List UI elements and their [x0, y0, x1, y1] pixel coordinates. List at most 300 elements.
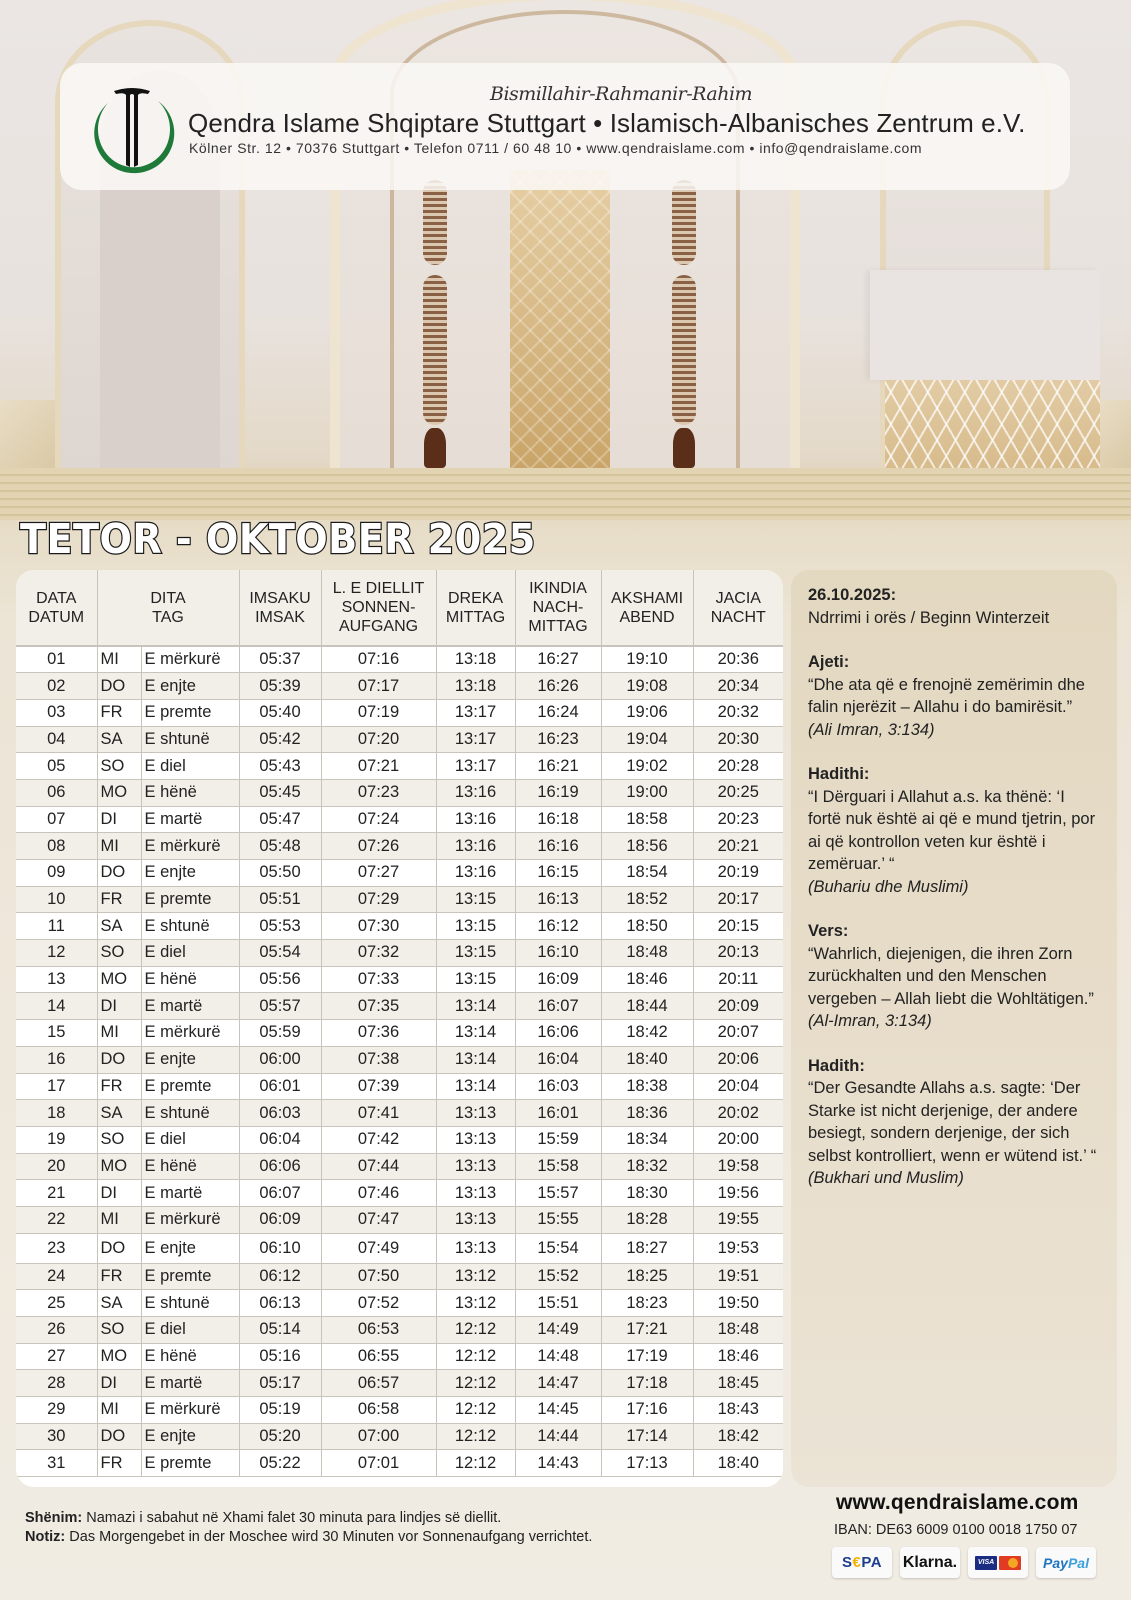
- cell-imsak: 05:22: [239, 1450, 321, 1477]
- cell-dhuhr: 13:12: [436, 1263, 515, 1290]
- cell-day-abbr: DI: [97, 1370, 141, 1397]
- cell-imsak: 05:14: [239, 1317, 321, 1344]
- cell-sunrise: 06:57: [321, 1370, 436, 1397]
- cell-day-name: E mërkurë: [141, 1397, 239, 1424]
- cell-dhuhr: 12:12: [436, 1317, 515, 1344]
- info-block-text: “Dhe ata që e frenojnë zemërimin dhe falin njerëzit – Allahu i do bamirësit.”: [808, 675, 1085, 716]
- cell-asr: 16:04: [515, 1046, 601, 1073]
- cell-sunrise: 07:33: [321, 966, 436, 993]
- cell-day-name: E diel: [141, 1126, 239, 1153]
- cell-day-name: E premte: [141, 1450, 239, 1477]
- cell-day-name: E martë: [141, 806, 239, 833]
- cell-day-name: E shtunë: [141, 1100, 239, 1127]
- payment-methods: [832, 1547, 1096, 1578]
- cell-day-name: E premte: [141, 886, 239, 913]
- cell-sunrise: 07:50: [321, 1263, 436, 1290]
- cell-isha: 20:15: [693, 913, 783, 940]
- cell-asr: 16:24: [515, 699, 601, 726]
- info-block-source: (Al-Imran, 3:134): [808, 1012, 932, 1030]
- table-row: [16, 726, 783, 753]
- cell-imsak: 05:47: [239, 806, 321, 833]
- cell-maghrib: 17:14: [601, 1423, 693, 1450]
- cell-asr: 15:59: [515, 1126, 601, 1153]
- cell-imsak: 05:48: [239, 833, 321, 860]
- cell-sunrise: 07:42: [321, 1126, 436, 1153]
- cell-isha: 18:45: [693, 1370, 783, 1397]
- cell-day-name: E premte: [141, 1263, 239, 1290]
- cell-dhuhr: 13:13: [436, 1233, 515, 1263]
- cell-isha: 20:07: [693, 1020, 783, 1047]
- info-block: [808, 763, 1097, 898]
- cell-imsak: 05:37: [239, 646, 321, 673]
- table-row: [16, 886, 783, 913]
- cell-imsak: 06:07: [239, 1180, 321, 1207]
- cell-imsak: 06:01: [239, 1073, 321, 1100]
- cell-date: 28: [16, 1370, 97, 1397]
- info-block: [808, 920, 1097, 1033]
- cell-imsak: 05:20: [239, 1423, 321, 1450]
- cell-sunrise: 07:19: [321, 699, 436, 726]
- table-row: [16, 993, 783, 1020]
- cell-dhuhr: 13:12: [436, 1290, 515, 1317]
- cell-sunrise: 07:35: [321, 993, 436, 1020]
- prayer-times-table: [16, 570, 783, 1487]
- cell-day-abbr: DI: [97, 1180, 141, 1207]
- cell-imsak: 05:17: [239, 1370, 321, 1397]
- cell-day-abbr: SA: [97, 913, 141, 940]
- cell-maghrib: 18:42: [601, 1020, 693, 1047]
- col-header-date: DATA DATUM: [16, 570, 97, 646]
- calligraphy-column-right-bottom: [672, 275, 696, 425]
- table-row: [16, 1046, 783, 1073]
- cell-date: 27: [16, 1343, 97, 1370]
- cell-maghrib: 19:02: [601, 753, 693, 780]
- table-row: [16, 646, 783, 673]
- cell-dhuhr: 12:12: [436, 1397, 515, 1424]
- table-row: [16, 1343, 783, 1370]
- cell-day-abbr: DO: [97, 673, 141, 700]
- cell-sunrise: 07:00: [321, 1423, 436, 1450]
- table-row: [16, 1397, 783, 1424]
- cell-asr: 16:06: [515, 1020, 601, 1047]
- cell-isha: 20:19: [693, 860, 783, 887]
- cell-asr: 16:07: [515, 993, 601, 1020]
- cell-sunrise: 07:49: [321, 1233, 436, 1263]
- cell-date: 04: [16, 726, 97, 753]
- table-row: [16, 673, 783, 700]
- cell-day-abbr: MO: [97, 779, 141, 806]
- cell-maghrib: 18:36: [601, 1100, 693, 1127]
- cell-dhuhr: 12:12: [436, 1370, 515, 1397]
- cell-sunrise: 07:41: [321, 1100, 436, 1127]
- cell-asr: 16:12: [515, 913, 601, 940]
- cell-isha: 20:13: [693, 940, 783, 967]
- cell-isha: 20:21: [693, 833, 783, 860]
- cell-day-name: E hënë: [141, 966, 239, 993]
- cell-maghrib: 18:48: [601, 940, 693, 967]
- col-header-isha: JACIA NACHT: [693, 570, 783, 646]
- cell-day-name: E martë: [141, 1180, 239, 1207]
- cell-maghrib: 19:10: [601, 646, 693, 673]
- cell-dhuhr: 13:14: [436, 1073, 515, 1100]
- cell-imsak: 06:00: [239, 1046, 321, 1073]
- table-row: [16, 1073, 783, 1100]
- table-row: [16, 1126, 783, 1153]
- cell-isha: 20:34: [693, 673, 783, 700]
- cell-asr: 14:47: [515, 1370, 601, 1397]
- cell-asr: 16:26: [515, 673, 601, 700]
- cell-maghrib: 18:40: [601, 1046, 693, 1073]
- info-block-source: (Bukhari und Muslim): [808, 1169, 964, 1187]
- cell-imsak: 06:03: [239, 1100, 321, 1127]
- cell-maghrib: 19:00: [601, 779, 693, 806]
- cell-day-name: E diel: [141, 940, 239, 967]
- cell-asr: 16:13: [515, 886, 601, 913]
- cell-day-abbr: SO: [97, 753, 141, 780]
- cell-day-name: E enjte: [141, 1233, 239, 1263]
- cell-imsak: 05:42: [239, 726, 321, 753]
- cell-dhuhr: 13:15: [436, 940, 515, 967]
- info-block-title: Hadithi:: [808, 765, 870, 783]
- cell-date: 03: [16, 699, 97, 726]
- cell-dhuhr: 13:17: [436, 726, 515, 753]
- cell-isha: 20:09: [693, 993, 783, 1020]
- cell-asr: 15:57: [515, 1180, 601, 1207]
- cell-dhuhr: 13:15: [436, 966, 515, 993]
- card-logos-icon: [968, 1547, 1028, 1578]
- cell-day-abbr: FR: [97, 1263, 141, 1290]
- cell-sunrise: 07:23: [321, 779, 436, 806]
- cell-sunrise: 06:55: [321, 1343, 436, 1370]
- cell-isha: 20:00: [693, 1126, 783, 1153]
- minbar-top: [870, 270, 1100, 380]
- note-albanian-label: Shënim:: [25, 1510, 83, 1526]
- cell-imsak: 06:10: [239, 1233, 321, 1263]
- cell-dhuhr: 13:15: [436, 886, 515, 913]
- cell-isha: 19:56: [693, 1180, 783, 1207]
- cell-day-name: E premte: [141, 699, 239, 726]
- cell-sunrise: 07:32: [321, 940, 436, 967]
- info-block-text: Ndrrimi i orës / Beginn Winterzeit: [808, 608, 1050, 627]
- cell-imsak: 05:19: [239, 1397, 321, 1424]
- info-block-title: Vers:: [808, 922, 849, 940]
- cell-date: 12: [16, 940, 97, 967]
- cell-day-name: E mërkurë: [141, 1206, 239, 1233]
- cell-day-abbr: MI: [97, 833, 141, 860]
- info-block-source: (Ali Imran, 3:134): [808, 720, 935, 739]
- cell-imsak: 06:12: [239, 1263, 321, 1290]
- cell-imsak: 05:59: [239, 1020, 321, 1047]
- cell-sunrise: 07:36: [321, 1020, 436, 1047]
- cell-day-abbr: MI: [97, 646, 141, 673]
- cell-maghrib: 19:04: [601, 726, 693, 753]
- mastercard-logo-icon: [999, 1556, 1021, 1570]
- cell-maghrib: 18:30: [601, 1180, 693, 1207]
- info-panel: [791, 570, 1117, 1487]
- note-albanian-text: Namazi i sabahut në Xhami falet 30 minuta para lindjes së diellit.: [82, 1510, 502, 1526]
- cell-day-abbr: SA: [97, 1290, 141, 1317]
- table-row: [16, 940, 783, 967]
- cell-day-abbr: MO: [97, 966, 141, 993]
- cell-asr: 16:27: [515, 646, 601, 673]
- cell-sunrise: 06:58: [321, 1397, 436, 1424]
- cell-isha: 19:55: [693, 1206, 783, 1233]
- cell-day-abbr: MO: [97, 1153, 141, 1180]
- cell-day-abbr: DI: [97, 806, 141, 833]
- table-row: [16, 699, 783, 726]
- cell-date: 05: [16, 753, 97, 780]
- cell-date: 09: [16, 860, 97, 887]
- cell-imsak: 05:50: [239, 860, 321, 887]
- cell-date: 23: [16, 1233, 97, 1263]
- cell-sunrise: 07:17: [321, 673, 436, 700]
- cell-maghrib: 17:19: [601, 1343, 693, 1370]
- cell-isha: 20:36: [693, 646, 783, 673]
- info-block-text: “I Dërguari i Allahut a.s. ka thënë: ‘I fortë nuk është ai që e mund tjetrin, por ai që kontrollon veten kur është i zemëruar.’ “: [808, 787, 1096, 873]
- cell-day-abbr: FR: [97, 1450, 141, 1477]
- cell-imsak: 05:54: [239, 940, 321, 967]
- cell-imsak: 05:43: [239, 753, 321, 780]
- cell-sunrise: 07:47: [321, 1206, 436, 1233]
- cell-day-abbr: FR: [97, 886, 141, 913]
- table-header-row: [16, 570, 783, 646]
- cell-maghrib: 19:06: [601, 699, 693, 726]
- cell-isha: 20:17: [693, 886, 783, 913]
- klarna-logo-icon: Klarna.: [900, 1547, 960, 1578]
- cell-day-name: E hënë: [141, 1343, 239, 1370]
- cell-asr: 16:10: [515, 940, 601, 967]
- cell-sunrise: 07:21: [321, 753, 436, 780]
- cell-dhuhr: 13:13: [436, 1180, 515, 1207]
- cell-dhuhr: 13:18: [436, 646, 515, 673]
- table-row: [16, 753, 783, 780]
- cell-asr: 16:19: [515, 779, 601, 806]
- cell-dhuhr: 13:13: [436, 1100, 515, 1127]
- cell-asr: 16:01: [515, 1100, 601, 1127]
- cell-date: 15: [16, 1020, 97, 1047]
- cell-asr: 15:58: [515, 1153, 601, 1180]
- cell-date: 29: [16, 1397, 97, 1424]
- cell-dhuhr: 13:16: [436, 806, 515, 833]
- cell-date: 25: [16, 1290, 97, 1317]
- cell-dhuhr: 12:12: [436, 1450, 515, 1477]
- info-block: [808, 584, 1097, 629]
- note-german: [25, 1529, 592, 1545]
- table-row: [16, 860, 783, 887]
- cell-asr: 14:45: [515, 1397, 601, 1424]
- cell-day-name: E premte: [141, 1073, 239, 1100]
- cell-date: 07: [16, 806, 97, 833]
- cell-isha: 18:48: [693, 1317, 783, 1344]
- cell-date: 01: [16, 646, 97, 673]
- cell-sunrise: 07:20: [321, 726, 436, 753]
- table-row: [16, 833, 783, 860]
- cell-day-name: E diel: [141, 1317, 239, 1344]
- cell-asr: 14:43: [515, 1450, 601, 1477]
- cell-imsak: 05:45: [239, 779, 321, 806]
- cell-isha: 18:46: [693, 1343, 783, 1370]
- cell-day-name: E enjte: [141, 1423, 239, 1450]
- cell-isha: 19:51: [693, 1263, 783, 1290]
- info-block-text: “Der Gesandte Allahs a.s. sagte: ‘Der Starke ist nicht derjenige, der andere besiegt, sondern derjenige, der sich selbst kontrolliert, wenn er wütend ist.’ “: [808, 1079, 1097, 1165]
- cell-isha: 18:42: [693, 1423, 783, 1450]
- floor-carpet: [0, 468, 1131, 520]
- cell-day-abbr: SO: [97, 940, 141, 967]
- organization-name: Qendra Islame Shqiptare Stuttgart • Islamisch-Albanisches Zentrum e.V.: [188, 108, 1026, 138]
- cell-day-abbr: MI: [97, 1397, 141, 1424]
- cell-asr: 14:49: [515, 1317, 601, 1344]
- cell-asr: 14:44: [515, 1423, 601, 1450]
- cell-dhuhr: 13:14: [436, 1046, 515, 1073]
- cell-date: 10: [16, 886, 97, 913]
- cell-sunrise: 07:24: [321, 806, 436, 833]
- cell-maghrib: 17:13: [601, 1450, 693, 1477]
- note-albanian: [25, 1510, 501, 1526]
- cell-maghrib: 17:18: [601, 1370, 693, 1397]
- cell-isha: 20:28: [693, 753, 783, 780]
- cell-day-abbr: FR: [97, 1073, 141, 1100]
- cell-day-name: E mërkurë: [141, 833, 239, 860]
- cell-date: 08: [16, 833, 97, 860]
- cell-dhuhr: 13:18: [436, 673, 515, 700]
- table-row: [16, 1370, 783, 1397]
- cell-asr: 16:21: [515, 753, 601, 780]
- cell-isha: 20:02: [693, 1100, 783, 1127]
- cell-asr: 16:09: [515, 966, 601, 993]
- cell-day-abbr: MO: [97, 1343, 141, 1370]
- note-german-label: Notiz:: [25, 1529, 66, 1545]
- cell-day-name: E martë: [141, 993, 239, 1020]
- cell-date: 26: [16, 1317, 97, 1344]
- col-header-maghrib: AKSHAMI ABEND: [601, 570, 693, 646]
- cell-date: 22: [16, 1206, 97, 1233]
- cell-asr: 15:52: [515, 1263, 601, 1290]
- month-title: TETOR - OKTOBER 2025: [20, 515, 536, 563]
- cell-maghrib: 18:54: [601, 860, 693, 887]
- organization-address: Kölner Str. 12 • 70376 Stuttgart • Telefon 0711 / 60 48 10 • www.qendraislame.com • info@qendraislame.com: [189, 140, 923, 156]
- cell-sunrise: 07:44: [321, 1153, 436, 1180]
- cell-maghrib: 18:32: [601, 1153, 693, 1180]
- cell-sunrise: 07:16: [321, 646, 436, 673]
- cell-date: 18: [16, 1100, 97, 1127]
- table-row: [16, 1233, 783, 1263]
- cell-isha: 20:04: [693, 1073, 783, 1100]
- cell-date: 31: [16, 1450, 97, 1477]
- website-link[interactable]: www.qendraislame.com: [836, 1491, 1079, 1514]
- table-row: [16, 966, 783, 993]
- cell-imsak: 06:09: [239, 1206, 321, 1233]
- cell-imsak: 05:40: [239, 699, 321, 726]
- cell-dhuhr: 13:16: [436, 833, 515, 860]
- tassel-right: [673, 428, 695, 468]
- cell-asr: 15:54: [515, 1233, 601, 1263]
- cell-imsak: 05:51: [239, 886, 321, 913]
- table-row: [16, 1263, 783, 1290]
- cell-isha: 19:50: [693, 1290, 783, 1317]
- sepa-logo-icon: S € PA: [832, 1547, 892, 1578]
- cell-day-abbr: SO: [97, 1126, 141, 1153]
- cell-day-name: E enjte: [141, 1046, 239, 1073]
- cell-date: 11: [16, 913, 97, 940]
- visa-logo-icon: VISA: [975, 1556, 997, 1570]
- cell-dhuhr: 13:15: [436, 913, 515, 940]
- calligraphy-column-left-bottom: [423, 275, 447, 425]
- table-row: [16, 1206, 783, 1233]
- cell-sunrise: 07:30: [321, 913, 436, 940]
- cell-maghrib: 18:38: [601, 1073, 693, 1100]
- col-header-dhuhr: DREKA MITTAG: [436, 570, 515, 646]
- cell-dhuhr: 12:12: [436, 1423, 515, 1450]
- cell-maghrib: 18:46: [601, 966, 693, 993]
- info-block-text: “Wahrlich, diejenigen, die ihren Zorn zurückhalten und den Menschen vergeben – Allah liebt die Wohltätigen.”: [808, 944, 1094, 1008]
- cell-maghrib: 17:21: [601, 1317, 693, 1344]
- header-card: [60, 63, 1070, 190]
- cell-maghrib: 18:44: [601, 993, 693, 1020]
- cell-sunrise: 06:53: [321, 1317, 436, 1344]
- cell-asr: 16:03: [515, 1073, 601, 1100]
- cell-asr: 15:55: [515, 1206, 601, 1233]
- cell-isha: 20:25: [693, 779, 783, 806]
- col-header-day: DITA TAG: [97, 570, 239, 646]
- table-body: [16, 646, 783, 1477]
- iban-text: IBAN: DE63 6009 0100 0018 1750 07: [834, 1522, 1078, 1538]
- cell-day-abbr: SA: [97, 726, 141, 753]
- info-block: [808, 1055, 1097, 1190]
- cell-day-abbr: DO: [97, 1233, 141, 1263]
- cell-maghrib: 18:25: [601, 1263, 693, 1290]
- cell-maghrib: 18:34: [601, 1126, 693, 1153]
- cell-isha: 20:30: [693, 726, 783, 753]
- cell-imsak: 06:06: [239, 1153, 321, 1180]
- cell-day-abbr: MI: [97, 1020, 141, 1047]
- cell-day-name: E hënë: [141, 779, 239, 806]
- calligraphy-column-right-top: [672, 180, 696, 265]
- cell-maghrib: 18:56: [601, 833, 693, 860]
- cell-date: 21: [16, 1180, 97, 1207]
- cell-imsak: 05:53: [239, 913, 321, 940]
- info-block-title: Ajeti:: [808, 653, 850, 671]
- cell-dhuhr: 13:17: [436, 699, 515, 726]
- table-row: [16, 1450, 783, 1477]
- cell-dhuhr: 13:13: [436, 1153, 515, 1180]
- cell-day-name: E diel: [141, 753, 239, 780]
- table-row: [16, 806, 783, 833]
- cell-day-name: E mërkurë: [141, 646, 239, 673]
- cell-isha: 20:06: [693, 1046, 783, 1073]
- cell-day-abbr: DO: [97, 1423, 141, 1450]
- crescent-pillar-logo-icon: [86, 81, 178, 177]
- col-header-imsak: IMSAKU IMSAK: [239, 570, 321, 646]
- cell-date: 17: [16, 1073, 97, 1100]
- cell-asr: 16:16: [515, 833, 601, 860]
- tassel-left: [424, 428, 446, 468]
- cell-isha: 19:58: [693, 1153, 783, 1180]
- cell-maghrib: 18:28: [601, 1206, 693, 1233]
- cell-date: 13: [16, 966, 97, 993]
- cell-asr: 16:15: [515, 860, 601, 887]
- minbar-lattice: [885, 380, 1100, 480]
- cell-day-name: E martë: [141, 1370, 239, 1397]
- cell-date: 24: [16, 1263, 97, 1290]
- mihrab-lattice-panel: [510, 170, 610, 470]
- table-row: [16, 1317, 783, 1344]
- table-row: [16, 1290, 783, 1317]
- table-row: [16, 1423, 783, 1450]
- cell-date: 06: [16, 779, 97, 806]
- cell-imsak: 06:04: [239, 1126, 321, 1153]
- table-row: [16, 779, 783, 806]
- cell-day-abbr: SO: [97, 1317, 141, 1344]
